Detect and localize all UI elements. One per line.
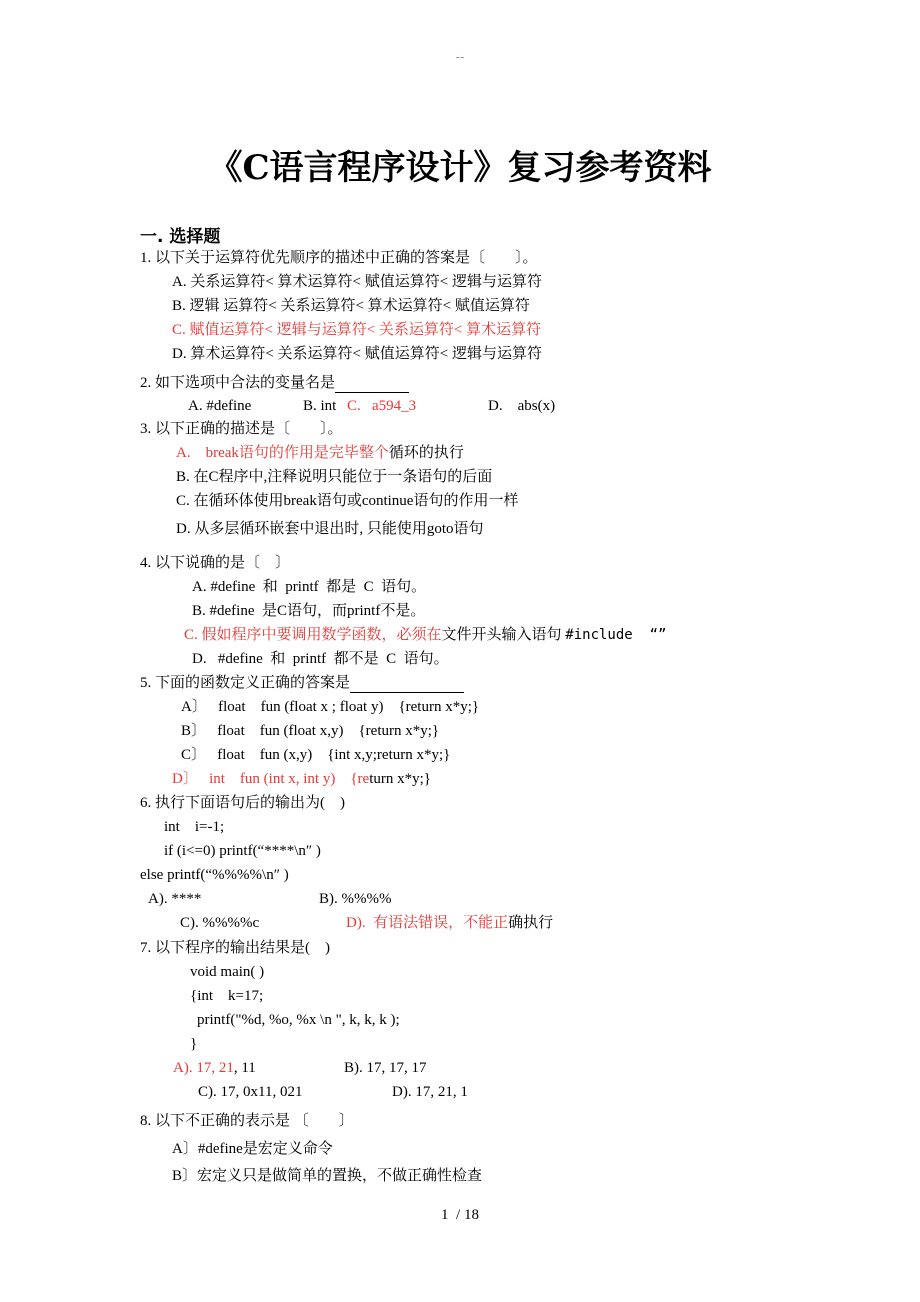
question-6-option-c: C). %%%%c xyxy=(180,915,260,931)
question-6-option-d-highlight: D). 有语法错误，不能正 xyxy=(346,915,509,931)
question-8-stem: 8. 以下不正确的表示是 〔 〕 xyxy=(140,1113,354,1129)
question-3-option-d: D. 从多层循环嵌套中退出时, 只能使用goto语句 xyxy=(176,521,484,537)
question-4-option-c-highlight: C. 假如程序中要调用数学函数，必须在 xyxy=(184,627,442,643)
question-3-option-a-highlight: A. break语句的作用是完毕整个 xyxy=(176,445,389,461)
code-line: } xyxy=(190,1036,198,1052)
question-4-option-a: A. #define 和 printf 都是 C 语句。 xyxy=(192,579,427,595)
question-7-option-d: D). 17, 21, 1 xyxy=(392,1084,468,1100)
question-2-stem-text: 2. 如下选项中合法的变量名是 xyxy=(140,375,336,391)
question-1-stem: 1. 以下关于运算符优先顺序的描述中正确的答案是〔 〕。 xyxy=(140,250,538,266)
question-4-option-d: D. #define 和 printf 都不是 C 语句。 xyxy=(192,651,449,667)
answer-blank xyxy=(335,377,409,393)
question-2-option-c: C. a594_3 xyxy=(347,398,417,414)
page-number: 1 / 18 xyxy=(441,1207,479,1223)
code-line: printf("%d, %o, %x \n ", k, k, k ); xyxy=(197,1012,400,1028)
question-1-option-b: B. 逻辑 运算符< 关系运算符< 算术运算符< 赋值运算符 xyxy=(172,298,530,314)
question-5-option-d-highlight: D〕 int fun (int x, int y) {re xyxy=(172,771,370,787)
page-title: 《C语言程序设计》复习参考资料 xyxy=(208,148,712,188)
question-7-option-b: B). 17, 17, 17 xyxy=(344,1060,427,1076)
question-3-option-a xyxy=(176,443,464,463)
question-1-option-c: C. 赋值运算符< 逻辑与运算符< 关系运算符< 算术运算符 xyxy=(172,322,542,338)
section-heading: 一. 选择题 xyxy=(140,227,221,247)
question-2-stem xyxy=(140,373,409,393)
question-6-option-b: B). %%%% xyxy=(319,891,392,907)
question-7-option-a-highlight: A). 17, 21 xyxy=(173,1060,234,1076)
question-3-option-c: C. 在循环体使用break语句或continue语句的作用一样 xyxy=(176,493,519,509)
question-3-option-b: B. 在C程序中,注释说明只能位于一条语句的后面 xyxy=(176,469,493,485)
question-5-option-d xyxy=(172,769,431,789)
question-4-option-c-code: #include “” xyxy=(565,627,667,643)
question-6-option-d xyxy=(346,913,553,933)
question-7-stem: 7. 以下程序的输出结果是( ) xyxy=(140,940,330,956)
question-5-option-a: A〕 float fun (float x ; float y) {return x*y;} xyxy=(181,699,480,715)
question-6-option-a: A). **** xyxy=(148,891,202,907)
question-4-option-c xyxy=(184,625,666,645)
question-6-option-d-rest: 确执行 xyxy=(508,915,554,931)
question-5-option-c: C〕 float fun (x,y) {int x,y;return x*y;} xyxy=(181,747,451,763)
question-2-option-b: B. int xyxy=(303,398,337,414)
question-3-option-a-rest: 循环的执行 xyxy=(388,445,464,461)
question-5-stem-text: 5. 下面的函数定义正确的答案是 xyxy=(140,675,351,691)
question-8-option-a: A〕#define是宏定义命令 xyxy=(172,1141,333,1157)
question-5-option-d-rest: turn x*y;} xyxy=(369,771,431,787)
question-1-option-a: A. 关系运算符< 算术运算符< 赋值运算符< 逻辑与运算符 xyxy=(172,274,542,290)
question-4-option-c-rest: 文件开头输入语句 xyxy=(441,627,566,643)
question-5-option-b: B〕 float fun (float x,y) {return x*y;} xyxy=(181,723,440,739)
question-3-stem: 3. 以下正确的描述是〔 〕。 xyxy=(140,421,343,437)
question-8-option-b: B〕宏定义只是做简单的置换，不做正确性检查 xyxy=(172,1168,483,1184)
question-7-option-c: C). 17, 0x11, 021 xyxy=(198,1084,303,1100)
code-line: void main( ) xyxy=(190,964,265,980)
question-5-stem xyxy=(140,673,464,693)
question-4-option-b: B. #define 是C语句，而printf不是。 xyxy=(192,603,426,619)
code-line: {int k=17; xyxy=(190,988,264,1004)
question-7-option-a-rest: , 11 xyxy=(233,1060,256,1076)
question-2-option-d: D. abs(x) xyxy=(488,398,556,414)
code-line: if (i<=0) printf(“****\n″ ) xyxy=(164,843,321,859)
question-4-stem: 4. 以下说确的是〔 〕 xyxy=(140,555,291,571)
header-mark: -- xyxy=(455,50,465,64)
question-1-option-d: D. 算术运算符< 关系运算符< 赋值运算符< 逻辑与运算符 xyxy=(172,346,542,362)
code-line: int i=-1; xyxy=(164,819,225,835)
question-6-stem: 6. 执行下面语句后的输出为( ) xyxy=(140,795,345,811)
question-7-option-a xyxy=(173,1058,256,1078)
question-2-option-a: A. #define xyxy=(188,398,252,414)
code-line: else printf(“%%%%\n″ ) xyxy=(140,867,289,883)
answer-blank xyxy=(350,677,464,693)
